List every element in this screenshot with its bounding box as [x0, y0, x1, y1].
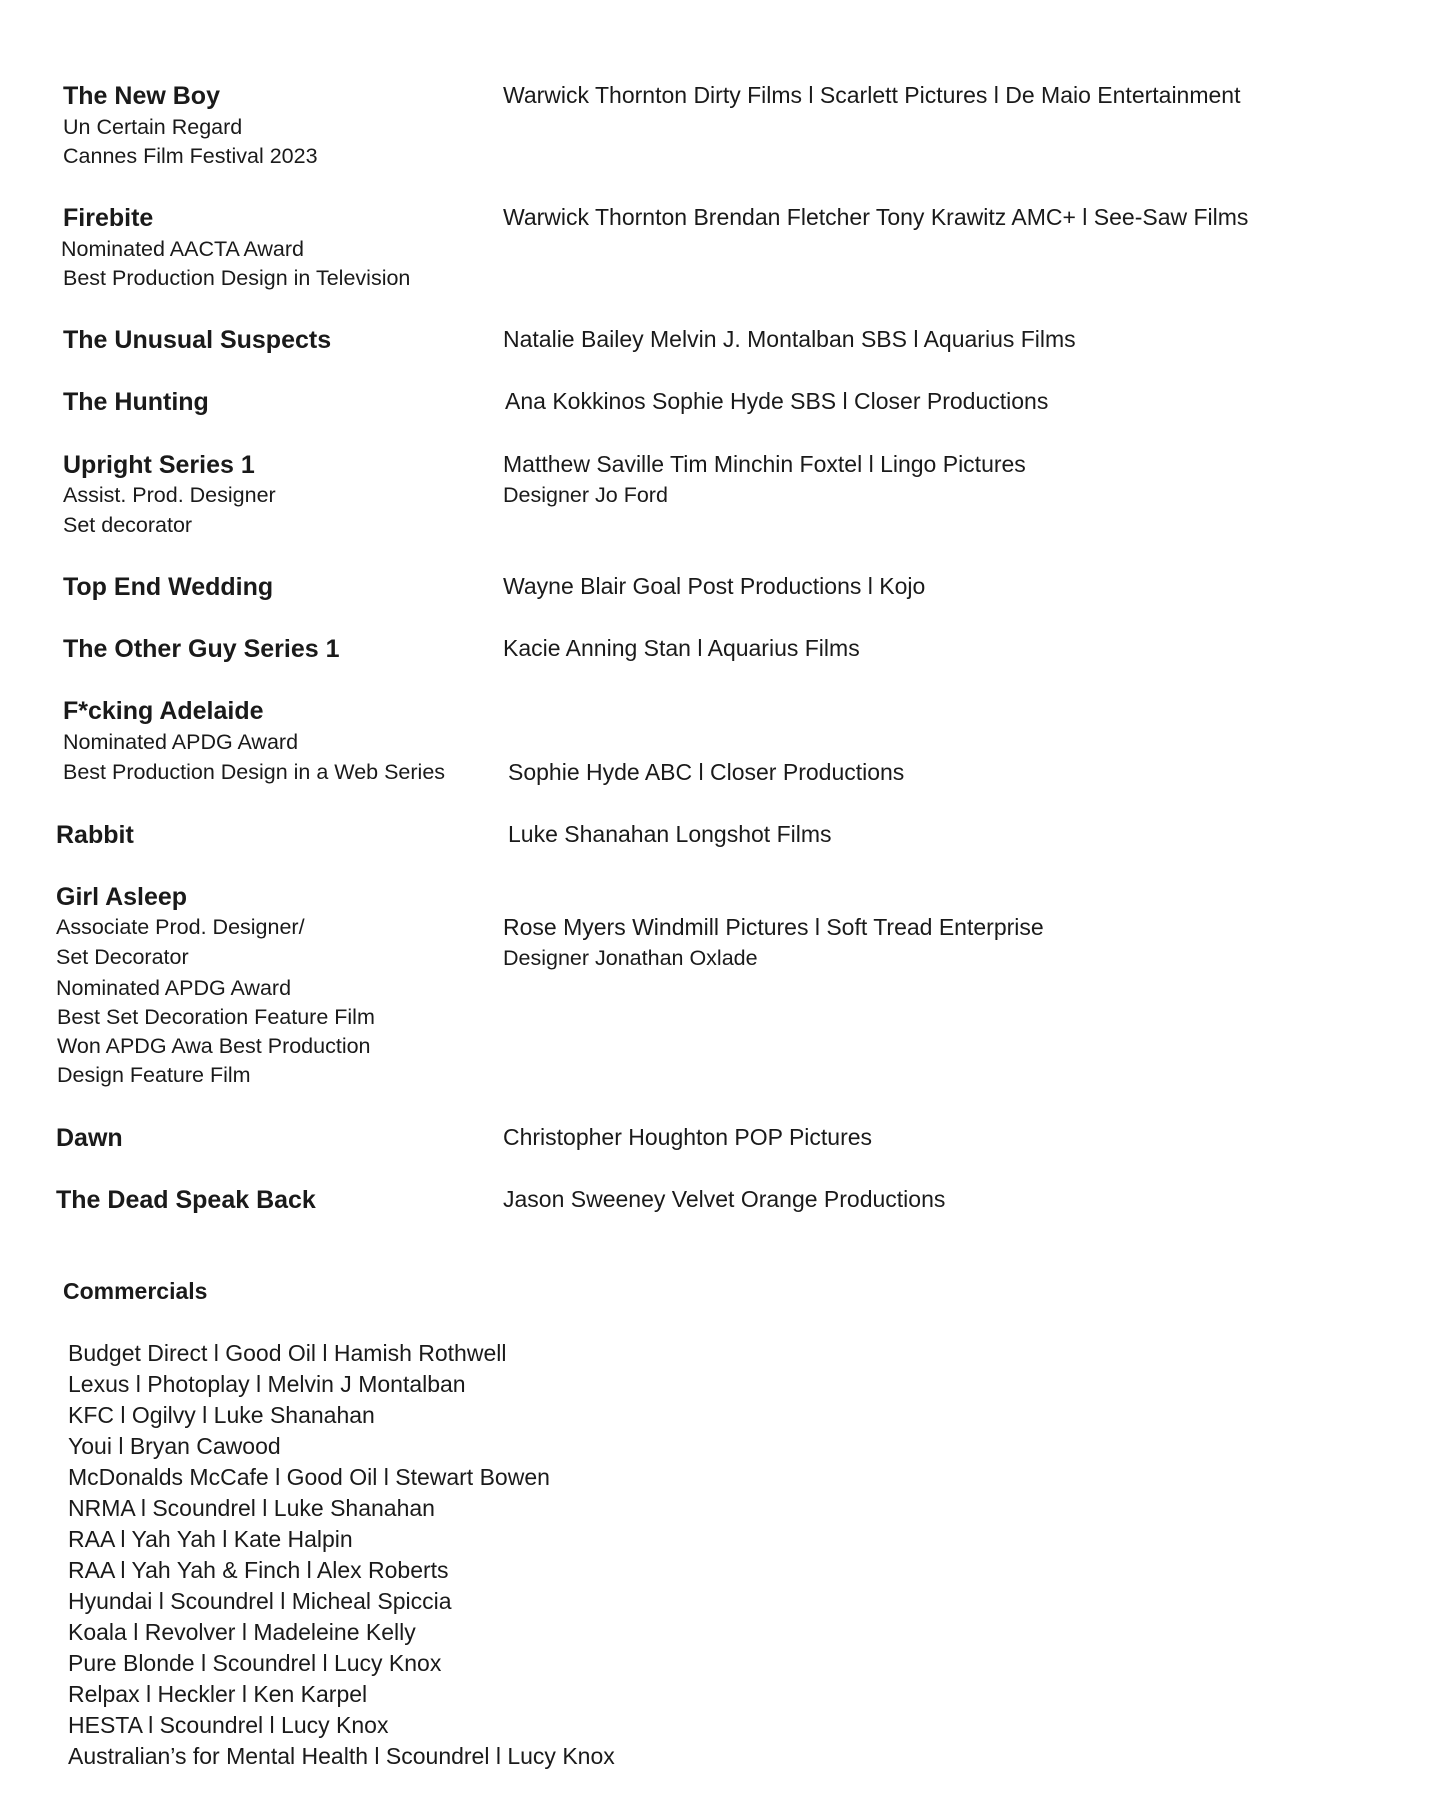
project-credits: Kacie Anning Stan l Aquarius Films — [503, 635, 860, 661]
project-note: Best Set Decoration Feature Film — [57, 1005, 375, 1029]
commercial-item: Relpax l Heckler l Ken Karpel — [68, 1681, 368, 1707]
project-title: Upright Series 1 — [63, 451, 255, 479]
commercial-item: RAA l Yah Yah & Finch l Alex Roberts — [68, 1557, 449, 1583]
commercial-item: NRMA l Scoundrel l Luke Shanahan — [68, 1495, 435, 1521]
project-credits-note: Designer Jo Ford — [503, 483, 668, 507]
commercial-item: Pure Blonde l Scoundrel l Lucy Knox — [68, 1650, 442, 1676]
project-title: The Unusual Suspects — [63, 326, 332, 354]
project-note: Set Decorator — [56, 945, 189, 969]
project-credits: Natalie Bailey Melvin J. Montalban SBS l Aquarius Films — [503, 326, 1076, 352]
commercial-item: KFC l Ogilvy l Luke Shanahan — [68, 1402, 375, 1428]
commercial-item: Youi l Bryan Cawood — [68, 1433, 281, 1459]
project-note: Nominated APDG Award — [63, 730, 299, 754]
commercial-item: Hyundai l Scoundrel l Micheal Spiccia — [68, 1588, 452, 1614]
project-note: Un Certain Regard — [63, 115, 243, 139]
project-credits-note: Designer Jonathan Oxlade — [503, 946, 758, 970]
project-note: Best Production Design in a Web Series — [63, 760, 446, 784]
project-title: The Hunting — [63, 388, 209, 416]
project-note: Design Feature Film — [57, 1063, 251, 1087]
project-note: Associate Prod. Designer/ — [56, 915, 305, 939]
commercial-item: Lexus l Photoplay l Melvin J Montalban — [68, 1371, 466, 1397]
project-title: Firebite — [63, 204, 154, 232]
project-title: The Dead Speak Back — [56, 1186, 316, 1214]
project-credits: Christopher Houghton POP Pictures — [503, 1124, 873, 1150]
project-note: Best Production Design in Television — [63, 266, 411, 290]
project-note: Assist. Prod. Designer — [63, 483, 276, 507]
commercial-item: Australian’s for Mental Health l Scoundrel l Lucy Knox — [68, 1743, 615, 1769]
commercials-heading: Commercials — [63, 1278, 208, 1304]
project-credits: Luke Shanahan Longshot Films — [508, 821, 832, 847]
commercial-item: Koala l Revolver l Madeleine Kelly — [68, 1619, 416, 1645]
project-title: The Other Guy Series 1 — [63, 635, 340, 663]
project-title: F*cking Adelaide — [63, 697, 264, 725]
project-title: Dawn — [56, 1124, 123, 1152]
project-title: Top End Wedding — [63, 573, 274, 601]
project-note: Nominated APDG Award — [56, 976, 292, 1000]
project-credits: Warwick Thornton Dirty Films l Scarlett Pictures l De Maio Entertainment — [503, 82, 1241, 108]
project-credits: Jason Sweeney Velvet Orange Productions — [503, 1186, 946, 1212]
project-note: Nominated AACTA Award — [61, 237, 304, 261]
commercial-item: HESTA l Scoundrel l Lucy Knox — [68, 1712, 389, 1738]
project-note: Set decorator — [63, 513, 193, 537]
commercial-item: McDonalds McCafe l Good Oil l Stewart Bowen — [68, 1464, 550, 1490]
project-note: Won APDG Awa Best Production — [57, 1034, 371, 1058]
project-credits: Rose Myers Windmill Pictures l Soft Tread Enterprise — [503, 914, 1044, 940]
project-credits: Ana Kokkinos Sophie Hyde SBS l Closer Productions — [505, 388, 1049, 414]
project-credits: Wayne Blair Goal Post Productions l Kojo — [503, 573, 926, 599]
project-title: The New Boy — [63, 82, 220, 110]
project-title: Rabbit — [56, 821, 134, 849]
commercial-item: RAA l Yah Yah l Kate Halpin — [68, 1526, 353, 1552]
project-credits: Sophie Hyde ABC l Closer Productions — [508, 759, 905, 785]
project-title: Girl Asleep — [56, 883, 188, 911]
commercial-item: Budget Direct l Good Oil l Hamish Rothwell — [68, 1340, 507, 1366]
project-credits: Matthew Saville Tim Minchin Foxtel l Lingo Pictures — [503, 451, 1026, 477]
project-note: Cannes Film Festival 2023 — [63, 144, 318, 168]
project-credits: Warwick Thornton Brendan Fletcher Tony Krawitz AMC+ l See-Saw Films — [503, 204, 1249, 230]
